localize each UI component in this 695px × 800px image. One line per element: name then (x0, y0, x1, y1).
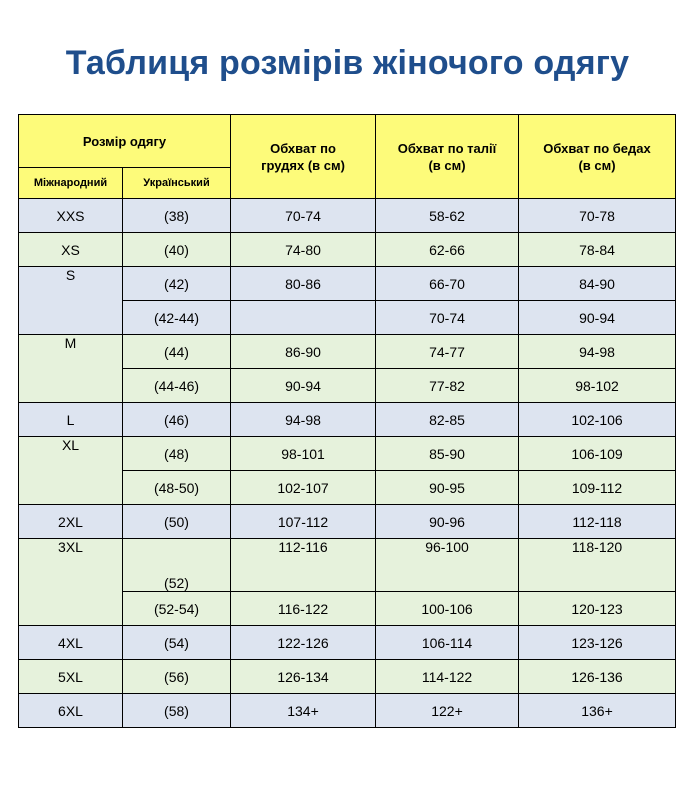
waist-value: 85-90 (376, 437, 519, 471)
intl-size: 6XL (19, 694, 123, 728)
page-title: Таблиця розмірів жіночого одягу (65, 44, 630, 82)
hips-value: 109-112 (519, 471, 676, 505)
ua-size: (44) (123, 335, 231, 369)
table-row (19, 335, 676, 369)
waist-value: 58-62 (376, 199, 519, 233)
chest-value: 70-74 (231, 199, 376, 233)
hips-value: 118-120 (519, 539, 676, 592)
hips-value: 120-123 (519, 592, 676, 626)
table-row (19, 626, 676, 660)
hips-value: 102-106 (519, 403, 676, 437)
chest-value: 102-107 (231, 471, 376, 505)
intl-size: 4XL (19, 626, 123, 660)
chest-value: 94-98 (231, 403, 376, 437)
table-row (19, 267, 676, 301)
chest-value: 74-80 (231, 233, 376, 267)
hips-value: 94-98 (519, 335, 676, 369)
intl-size: M (19, 335, 123, 403)
ua-size: (48-50) (123, 471, 231, 505)
waist-value: 90-96 (376, 505, 519, 539)
chest-value: 86-90 (231, 335, 376, 369)
waist-value: 66-70 (376, 267, 519, 301)
ua-size: (42-44) (123, 301, 231, 335)
intl-size: 5XL (19, 660, 123, 694)
chest-value: 98-101 (231, 437, 376, 471)
ua-size: (38) (123, 199, 231, 233)
chest-value: 107-112 (231, 505, 376, 539)
size-chart-table (18, 114, 676, 728)
chest-value: 116-122 (231, 592, 376, 626)
chest-value: 112-116 (231, 539, 376, 592)
waist-value: 70-74 (376, 301, 519, 335)
intl-size: S (19, 267, 123, 335)
header-size: Розмір одягу (19, 115, 231, 168)
waist-value: 114-122 (376, 660, 519, 694)
waist-value: 62-66 (376, 233, 519, 267)
table-row (19, 233, 676, 267)
waist-value: 96-100 (376, 539, 519, 592)
table-row (19, 199, 676, 233)
waist-value: 74-77 (376, 335, 519, 369)
intl-size: 2XL (19, 505, 123, 539)
intl-size: XS (19, 233, 123, 267)
waist-value: 122+ (376, 694, 519, 728)
intl-size: XXS (19, 199, 123, 233)
ua-size: (54) (123, 626, 231, 660)
waist-value: 90-95 (376, 471, 519, 505)
header-chest: Обхват по грудях (в см) (231, 115, 376, 199)
table-row (19, 539, 676, 592)
intl-size: 3XL (19, 539, 123, 626)
waist-value: 100-106 (376, 592, 519, 626)
chest-value: 122-126 (231, 626, 376, 660)
header-hips: Обхват по бедах (в см) (519, 115, 676, 199)
hips-value: 136+ (519, 694, 676, 728)
hips-value: 126-136 (519, 660, 676, 694)
hips-value: 84-90 (519, 267, 676, 301)
chest-value: 126-134 (231, 660, 376, 694)
table-row (19, 505, 676, 539)
ua-size: (50) (123, 505, 231, 539)
hips-value: 90-94 (519, 301, 676, 335)
chest-value: 90-94 (231, 369, 376, 403)
table-row (19, 437, 676, 471)
waist-value: 77-82 (376, 369, 519, 403)
hips-value: 123-126 (519, 626, 676, 660)
intl-size: L (19, 403, 123, 437)
intl-size: XL (19, 437, 123, 505)
hips-value: 98-102 (519, 369, 676, 403)
chest-value: 134+ (231, 694, 376, 728)
chest-value (231, 301, 376, 335)
chest-value: 80-86 (231, 267, 376, 301)
hips-value: 106-109 (519, 437, 676, 471)
header-row (19, 115, 676, 168)
table-row (19, 403, 676, 437)
ua-size: (46) (123, 403, 231, 437)
hips-value: 70-78 (519, 199, 676, 233)
header-waist: Обхват по талії (в см) (376, 115, 519, 199)
hips-value: 78-84 (519, 233, 676, 267)
ua-size: (42) (123, 267, 231, 301)
ua-size: (48) (123, 437, 231, 471)
header-international: Міжнародний (19, 168, 123, 199)
ua-size: (58) (123, 694, 231, 728)
table-row (19, 660, 676, 694)
table-row (19, 694, 676, 728)
header-ukrainian: Український (123, 168, 231, 199)
ua-size: (52) (123, 539, 231, 592)
waist-value: 106-114 (376, 626, 519, 660)
ua-size: (44-46) (123, 369, 231, 403)
ua-size: (56) (123, 660, 231, 694)
waist-value: 82-85 (376, 403, 519, 437)
ua-size: (52-54) (123, 592, 231, 626)
hips-value: 112-118 (519, 505, 676, 539)
ua-size: (40) (123, 233, 231, 267)
